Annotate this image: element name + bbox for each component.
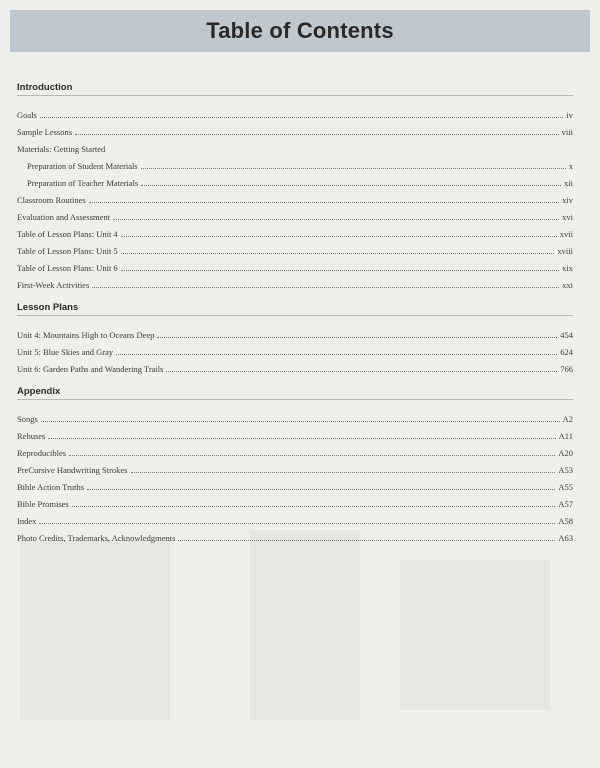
dot-leader <box>72 505 556 507</box>
toc-entry <box>17 222 573 239</box>
toc-entry <box>17 475 573 492</box>
dot-leader <box>39 522 555 524</box>
dot-leader <box>157 336 557 338</box>
dot-leader <box>116 353 557 355</box>
toc-entry <box>17 441 573 458</box>
toc-entry-page: xvi <box>562 212 573 222</box>
dot-leader <box>41 420 560 422</box>
toc-entry <box>17 171 573 188</box>
toc-entry-label: Preparation of Teacher Materials <box>27 178 139 188</box>
section-heading: Lesson Plans <box>17 302 573 316</box>
toc-entry <box>17 458 573 475</box>
toc-entry <box>17 188 573 205</box>
toc-entry-page: viii <box>561 127 573 137</box>
faded-background-image <box>20 530 580 730</box>
toc-entry <box>17 340 573 357</box>
toc-entry-page: iv <box>566 110 573 120</box>
dot-leader <box>178 539 555 541</box>
toc-entry-page: 766 <box>560 364 573 374</box>
toc-entry-label: Classroom Routines <box>17 195 86 205</box>
toc-entry <box>17 509 573 526</box>
toc-entry-page: x <box>568 161 573 171</box>
dot-leader <box>131 471 556 473</box>
toc-entry-label: Preparation of Student Materials <box>27 161 138 171</box>
toc-section <box>17 302 573 374</box>
toc-entry <box>17 239 573 256</box>
toc-entry-page: xxi <box>562 280 573 290</box>
dot-leader <box>166 370 557 372</box>
toc-entry-page: xii <box>564 178 573 188</box>
dot-leader <box>48 437 555 439</box>
toc-entry <box>17 424 573 441</box>
toc-entry-label: Materials: Getting Started <box>17 144 106 154</box>
toc-entry-label: Bible Promises <box>17 499 69 509</box>
toc-entry-page: A55 <box>558 482 573 492</box>
toc-entry <box>17 526 573 543</box>
toc-entry <box>17 357 573 374</box>
toc-entry-label: Table of Lesson Plans: Unit 4 <box>17 229 118 239</box>
toc-entry-label: Rebuses <box>17 431 46 441</box>
toc-entry-page: A11 <box>558 431 573 441</box>
section-heading: Introduction <box>17 82 573 96</box>
dot-leader <box>87 488 555 490</box>
toc-entry-page: A20 <box>558 448 573 458</box>
title-bar <box>10 10 590 52</box>
toc-entry <box>17 323 573 340</box>
dot-leader <box>121 235 557 237</box>
toc-entry <box>17 407 573 424</box>
dot-leader <box>40 116 564 118</box>
section-heading: Appendix <box>17 386 573 400</box>
dot-leader <box>141 167 566 169</box>
dot-leader <box>89 201 559 203</box>
toc-entry-page: 454 <box>560 330 573 340</box>
toc-entry-page: A63 <box>558 533 573 543</box>
toc-entry-label: Table of Lesson Plans: Unit 5 <box>17 246 118 256</box>
toc-entry-page: 624 <box>560 347 573 357</box>
page-title: Table of Contents <box>206 18 394 43</box>
toc-entry-page: xiv <box>562 195 573 205</box>
toc-section <box>17 386 573 543</box>
toc-entry-label: Table of Lesson Plans: Unit 6 <box>17 263 118 273</box>
toc-entry-label: Bible Action Truths <box>17 482 85 492</box>
toc-section <box>17 82 573 290</box>
toc-entry-page: A58 <box>558 516 573 526</box>
toc-entry-label: PreCursive Handwriting Strokes <box>17 465 128 475</box>
toc-entry-label: Photo Credits, Trademarks, Acknowledgments <box>17 533 176 543</box>
toc-entry-label: Unit 4: Mountains High to Oceans Deep <box>17 330 155 340</box>
toc-entry-label: First-Week Activities <box>17 280 90 290</box>
dot-leader <box>113 218 559 220</box>
toc-entry-label: Unit 5: Blue Skies and Gray <box>17 347 114 357</box>
toc-entry-page: A57 <box>558 499 573 509</box>
toc-entry-page: xviii <box>557 246 573 256</box>
toc-entry-label: Unit 6: Garden Paths and Wandering Trails <box>17 364 164 374</box>
toc-entry <box>17 256 573 273</box>
toc-entry-label: Index <box>17 516 37 526</box>
toc-entry <box>17 137 573 154</box>
dot-leader <box>121 252 555 254</box>
toc-entry <box>17 492 573 509</box>
toc-entry-page: xix <box>562 263 573 273</box>
toc-entry-page: A53 <box>558 465 573 475</box>
dot-leader <box>75 133 559 135</box>
toc-body <box>17 82 573 555</box>
toc-entry <box>17 154 573 171</box>
toc-entry-page: A2 <box>562 414 573 424</box>
toc-entry-label: Reproducibles <box>17 448 67 458</box>
dot-leader <box>69 454 555 456</box>
toc-entry-label: Songs <box>17 414 38 424</box>
toc-entry-label: Goals <box>17 110 37 120</box>
dot-leader <box>92 286 559 288</box>
toc-entry <box>17 205 573 222</box>
toc-entry-label: Sample Lessons <box>17 127 73 137</box>
dot-leader <box>141 184 561 186</box>
toc-entry-page: xvii <box>559 229 573 239</box>
toc-entry <box>17 120 573 137</box>
toc-entry-label: Evaluation and Assessment <box>17 212 111 222</box>
toc-entry <box>17 103 573 120</box>
dot-leader <box>121 269 559 271</box>
toc-entry <box>17 273 573 290</box>
